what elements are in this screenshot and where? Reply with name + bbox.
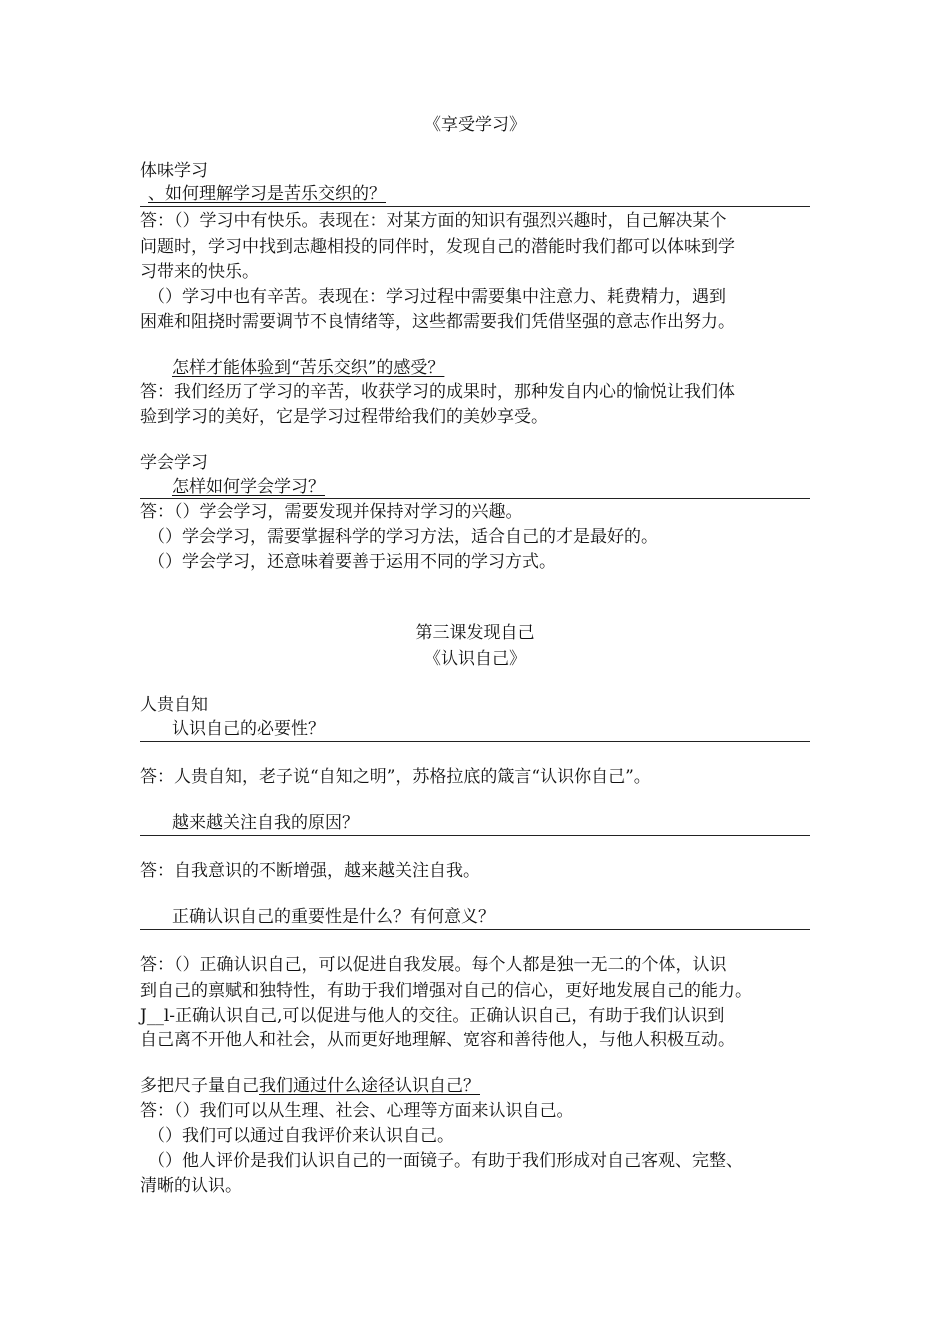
section-heading-chizi-text: 多把尺子量自己: [140, 1076, 259, 1096]
question-4: 认识自己的必要性？: [172, 719, 325, 739]
question-5-rule: [140, 835, 810, 836]
question-7-text: 我们通过什么途径认识自己？: [259, 1076, 480, 1096]
answer-7-line-4: 清晰的认识。: [140, 1176, 242, 1196]
answer-6-line-1: 答：（）正确认识自己，可以促进自我发展。每个人都是独一无二的个体，认识: [140, 955, 727, 975]
question-2-text: 怎样才能体验到“苦乐交织”的感受？: [172, 358, 445, 378]
section-heading-tiwei: 体味学习: [140, 161, 208, 181]
question-1-text: 、如何理解学习是苦乐交织的？: [148, 184, 386, 204]
question-1-rule: [140, 206, 810, 207]
question-3: [172, 476, 325, 498]
question-6: 正确认识自己的重要性是什么？有何意义？: [172, 907, 495, 927]
answer-3-line-1: 答：（）学会学习，需要发现并保持对学习的兴趣。: [140, 502, 523, 522]
document-subtitle: 《认识自己》: [424, 649, 526, 669]
answer-3-line-3: （）学会学习，还意味着要善于运用不同的学习方式。: [148, 552, 556, 572]
question-6-rule: [140, 929, 810, 930]
section-heading-rengui: 人贵自知: [140, 695, 208, 715]
answer-1-line-5: 困难和阻挠时需要调节不良情绪等，这些都需要我们凭借坚强的意志作出努力。: [140, 312, 735, 332]
question-4-rule: [140, 741, 810, 742]
section-heading-chizi: [140, 1075, 480, 1097]
answer-6-line-2: 到自己的禀赋和独特性，有助于我们增强对自己的信心，更好地发展自己的能力。: [140, 981, 752, 1001]
question-3-rule: [140, 498, 810, 499]
answer-6-line-4: 自己离不开他人和社会，从而更好地理解、宽容和善待他人，与他人积极互动。: [140, 1030, 735, 1050]
question-1: [148, 183, 386, 205]
answer-2-line-1: 答：我们经历了学习的辛苦，收获学习的成果时，那种发自内心的愉悦让我们体: [140, 382, 735, 402]
answer-1-line-3: 习带来的快乐。: [140, 262, 259, 282]
answer-2-line-2: 验到学习的美好，它是学习过程带给我们的美妙享受。: [140, 407, 548, 427]
answer-7-line-3: （）他人评价是我们认识自己的一面镜子。有助于我们形成对自己客观、完整、: [148, 1151, 743, 1171]
answer-7-line-1: 答：（）我们可以从生理、社会、心理等方面来认识自己。: [140, 1101, 574, 1121]
answer-6-line-3: J__l-正确认识自己,可以促进与他人的交往。正确认识自己，有助于我们认识到: [140, 1006, 725, 1026]
section-heading-xuehui: 学会学习: [140, 453, 208, 473]
document-title: 《享受学习》: [424, 115, 526, 135]
lesson-title: 第三课发现自己: [415, 623, 535, 643]
question-5: 越来越关注自我的原因？: [172, 813, 359, 833]
answer-3-line-2: （）学会学习，需要掌握科学的学习方法，适合自己的才是最好的。: [148, 527, 658, 547]
answer-1-line-1: 答：（）学习中有快乐。表现在：对某方面的知识有强烈兴趣时，自己解决某个: [140, 211, 727, 231]
answer-1-line-4: （）学习中也有辛苦。表现在：学习过程中需要集中注意力、耗费精力，遇到: [148, 287, 726, 307]
answer-4: 答：人贵自知，老子说“自知之明”，苏格拉底的箴言“认识你自己”。: [140, 767, 651, 787]
question-2: [172, 357, 444, 379]
answer-7-line-2: （）我们可以通过自我评价来认识自己。: [148, 1126, 454, 1146]
answer-5: 答：自我意识的不断增强，越来越关注自我。: [140, 861, 480, 881]
question-3-text: 怎样如何学会学习？: [172, 477, 325, 497]
answer-1-line-2: 问题时，学习中找到志趣相投的同伴时，发现自己的潜能时我们都可以体味到学: [140, 237, 735, 257]
